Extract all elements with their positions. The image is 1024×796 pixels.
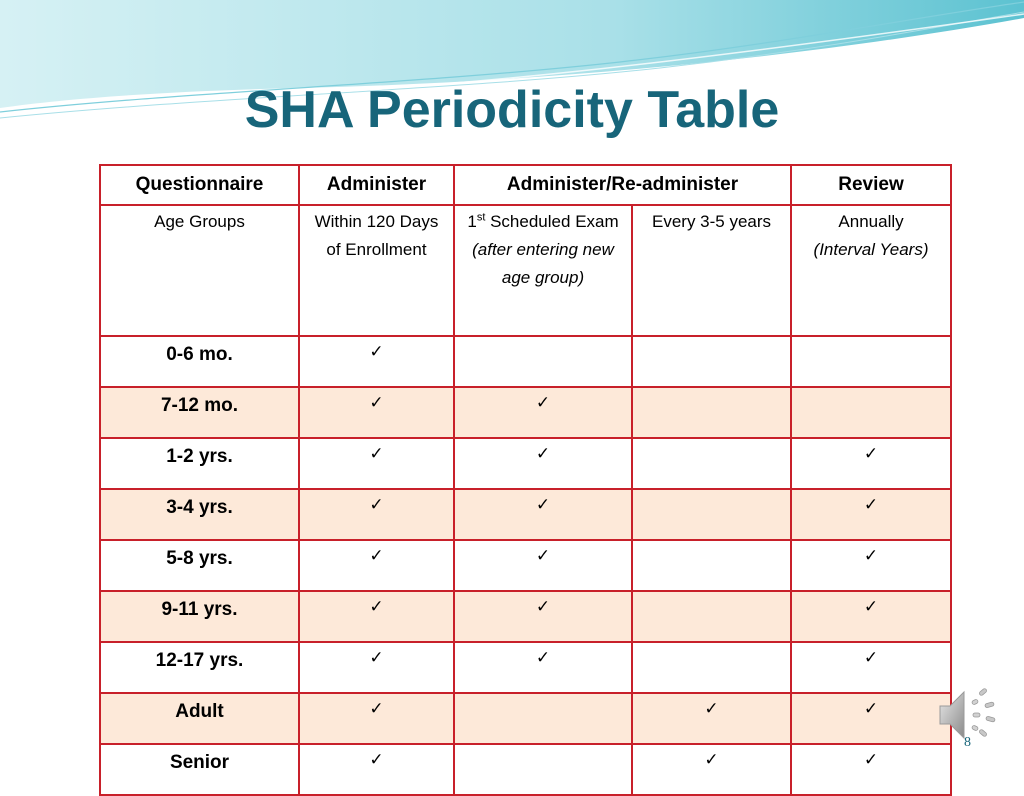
checkmark-icon: ✓ [704,750,719,770]
table-row [100,489,951,540]
table-cell [791,438,951,489]
table-cell [454,642,632,693]
table-cell [632,693,791,744]
checkmark-icon: ✓ [369,699,384,719]
table-cell [632,642,791,693]
age-group-label: Adult [100,693,299,744]
table-cell [299,438,454,489]
table-row [100,591,951,642]
scheduled-note: (after entering new age group) [472,240,614,287]
table-cell [299,591,454,642]
table-cell [632,744,791,795]
checkmark-icon: ✓ [369,597,384,617]
table-cell [299,693,454,744]
table-cell [454,489,632,540]
table-cell [791,336,951,387]
checkmark-icon: ✓ [535,444,551,464]
periodicity-table [99,164,952,796]
header-questionnaire: Questionnaire [100,165,299,205]
checkmark-icon: ✓ [369,750,384,770]
within-line-1: Within 120 Days [314,212,439,231]
checkmark-icon: ✓ [863,699,879,719]
age-group-label: 3-4 yrs. [100,489,299,540]
age-groups-text: Age Groups [154,212,245,231]
age-group-label: 9-11 yrs. [100,591,299,642]
checkmark-icon: ✓ [369,495,384,515]
table-cell [454,387,632,438]
table-row [100,642,951,693]
table-cell [299,387,454,438]
table-cell [632,591,791,642]
checkmark-icon: ✓ [863,495,879,515]
checkmark-icon: ✓ [863,546,879,566]
subheader-age-groups [100,205,299,336]
table-cell [454,336,632,387]
annually-text: Annually [838,212,904,231]
header-row [100,165,951,205]
table-row [100,744,951,795]
table-cell [454,693,632,744]
checkmark-icon: ✓ [704,699,719,719]
scheduled-ordinal: 1 [467,212,477,231]
table-cell [454,438,632,489]
table-cell [632,387,791,438]
table-cell [632,438,791,489]
table-cell [299,540,454,591]
subheader-scheduled-exam [454,205,632,336]
checkmark-icon: ✓ [369,444,384,464]
table-cell [791,591,951,642]
table-cell [791,387,951,438]
checkmark-icon: ✓ [535,648,551,668]
subheader-every-3-5-years [632,205,791,336]
checkmark-icon: ✓ [535,495,551,515]
table-cell [632,540,791,591]
table-cell [791,744,951,795]
table-cell [791,489,951,540]
subheader-annually [791,205,951,336]
checkmark-icon: ✓ [369,393,384,413]
table-cell [454,744,632,795]
table-row [100,336,951,387]
within-line-2: of Enrollment [326,240,427,259]
header-review: Review [791,165,951,205]
table-cell [454,591,632,642]
checkmark-icon: ✓ [535,393,551,413]
every-text: Every 3-5 years [651,212,772,231]
scheduled-exam-word: Exam [575,212,619,231]
table-cell [791,540,951,591]
checkmark-icon: ✓ [863,597,879,617]
table-cell [454,540,632,591]
table-cell [299,744,454,795]
checkmark-icon: ✓ [863,750,879,770]
checkmark-icon: ✓ [369,648,384,668]
checkmark-icon: ✓ [863,648,879,668]
page-number: 8 [964,735,971,750]
scheduled-ordinal-suffix: st [476,211,486,224]
table-row [100,540,951,591]
table-cell [791,642,951,693]
table-row [100,438,951,489]
slide-title: SHA Periodicity Table [244,81,780,139]
table-cell [632,336,791,387]
table-cell [632,489,791,540]
age-group-label: 1-2 yrs. [100,438,299,489]
header-administer-readminister: Administer/Re-administer [454,165,791,205]
scheduled-word: Scheduled [485,212,571,231]
interval-years-text: (Interval Years) [813,240,929,259]
age-group-label: Senior [100,744,299,795]
checkmark-icon: ✓ [369,342,384,362]
table-cell [791,693,951,744]
checkmark-icon: ✓ [535,546,551,566]
header-administer: Administer [299,165,454,205]
table-row [100,387,951,438]
subheader-within-120-days [299,205,454,336]
subheader-row [100,205,951,336]
table-row [100,693,951,744]
checkmark-icon: ✓ [369,546,384,566]
table-cell [299,489,454,540]
age-group-label: 7-12 mo. [100,387,299,438]
age-group-label: 12-17 yrs. [100,642,299,693]
checkmark-icon: ✓ [863,444,879,464]
table-cell [299,642,454,693]
table-cell [299,336,454,387]
checkmark-icon: ✓ [535,597,551,617]
age-group-label: 5-8 yrs. [100,540,299,591]
age-group-label: 0-6 mo. [100,336,299,387]
